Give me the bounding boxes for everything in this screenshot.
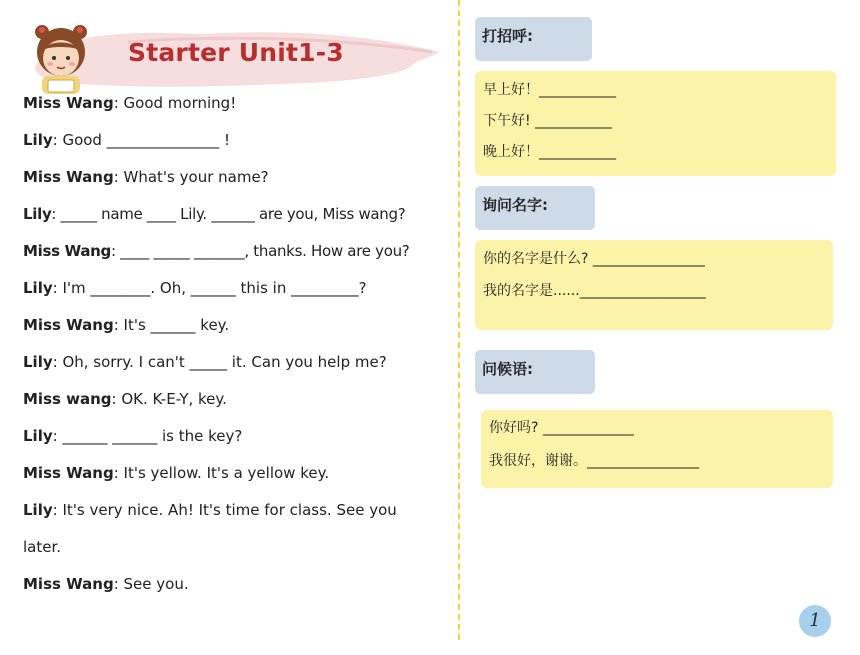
name-row: 我的名字是......__________________ <box>483 283 706 299</box>
line-text: : What's your name? <box>113 168 269 186</box>
name-box <box>475 240 833 330</box>
dialogue-line <box>23 573 463 610</box>
speaker-name: Lily <box>23 353 53 371</box>
dialogue-line <box>23 536 463 573</box>
line-text: : It's very nice. Ah! It's time for class. See you <box>52 501 397 519</box>
regards-label: 问候语: <box>475 350 595 394</box>
name-label: 询问名字: <box>475 186 595 230</box>
line-text: : OK. K-E-Y, key. <box>111 390 227 408</box>
dialogue-line <box>23 240 463 277</box>
title-banner <box>28 22 446 94</box>
dialogue-line <box>23 425 463 462</box>
greeting-row: 下午好! ___________ <box>483 113 613 129</box>
line-text: : Oh, sorry. I can't _____ it. Can you help me? <box>52 353 387 371</box>
page-title: Starter Unit1-3 <box>128 38 344 67</box>
line-text: : It's ______ key. <box>113 316 230 334</box>
speaker-name: Miss wang <box>23 390 112 408</box>
speaker-name: Miss Wang <box>23 464 114 482</box>
line-text: : ____ _____ _______, thanks. How are you? <box>111 242 410 260</box>
dialogue <box>23 92 463 610</box>
dialogue-line <box>23 351 463 388</box>
line-text: : _____ name ____ Lily. ______ are you, Miss wang? <box>51 205 406 223</box>
dialogue-line <box>23 314 463 351</box>
girl-avatar-icon <box>28 22 94 96</box>
line-text: : See you. <box>113 575 189 593</box>
dialogue-line <box>23 277 463 314</box>
line-text: : Good morning! <box>113 94 237 112</box>
dialogue-line <box>23 92 463 129</box>
greeting-box <box>475 71 836 176</box>
speaker-name: Lily <box>23 205 52 223</box>
speaker-name: Miss Wang <box>23 242 111 260</box>
name-row: 你的名字是什么? ________________ <box>483 251 705 267</box>
speaker-name: Miss Wang <box>23 168 114 186</box>
line-text: : Good _______________ ! <box>52 131 230 149</box>
speaker-name: Miss Wang <box>23 316 114 334</box>
greeting-row: 晚上好！___________ <box>483 144 616 160</box>
dialogue-line <box>23 166 463 203</box>
speaker-name: Lily <box>23 131 53 149</box>
greeting-label: 打招呼: <box>475 17 592 61</box>
dialogue-line <box>23 388 463 425</box>
column-divider <box>458 0 460 640</box>
speaker-name: Miss Wang <box>23 575 114 593</box>
speaker-name: Lily <box>23 427 53 445</box>
regards-row: 我很好，谢谢。________________ <box>489 453 699 469</box>
line-text: : ______ ______ is the key? <box>52 427 243 445</box>
dialogue-line <box>23 203 463 240</box>
speaker-name: Lily <box>23 279 53 297</box>
line-text: : I'm ________. Oh, ______ this in _________? <box>52 279 367 297</box>
dialogue-line <box>23 129 463 166</box>
speaker-name: Miss Wang <box>23 94 114 112</box>
regards-box <box>481 410 833 488</box>
line-text: later. <box>23 538 62 556</box>
dialogue-line <box>23 462 463 499</box>
regards-row: 你好吗? _____________ <box>489 420 634 436</box>
speaker-name: Lily <box>23 501 53 519</box>
line-text: : It's yellow. It's a yellow key. <box>113 464 330 482</box>
dialogue-line <box>23 499 463 536</box>
greeting-row: 早上好！___________ <box>483 82 616 98</box>
page-number-badge: 1 <box>799 605 831 637</box>
